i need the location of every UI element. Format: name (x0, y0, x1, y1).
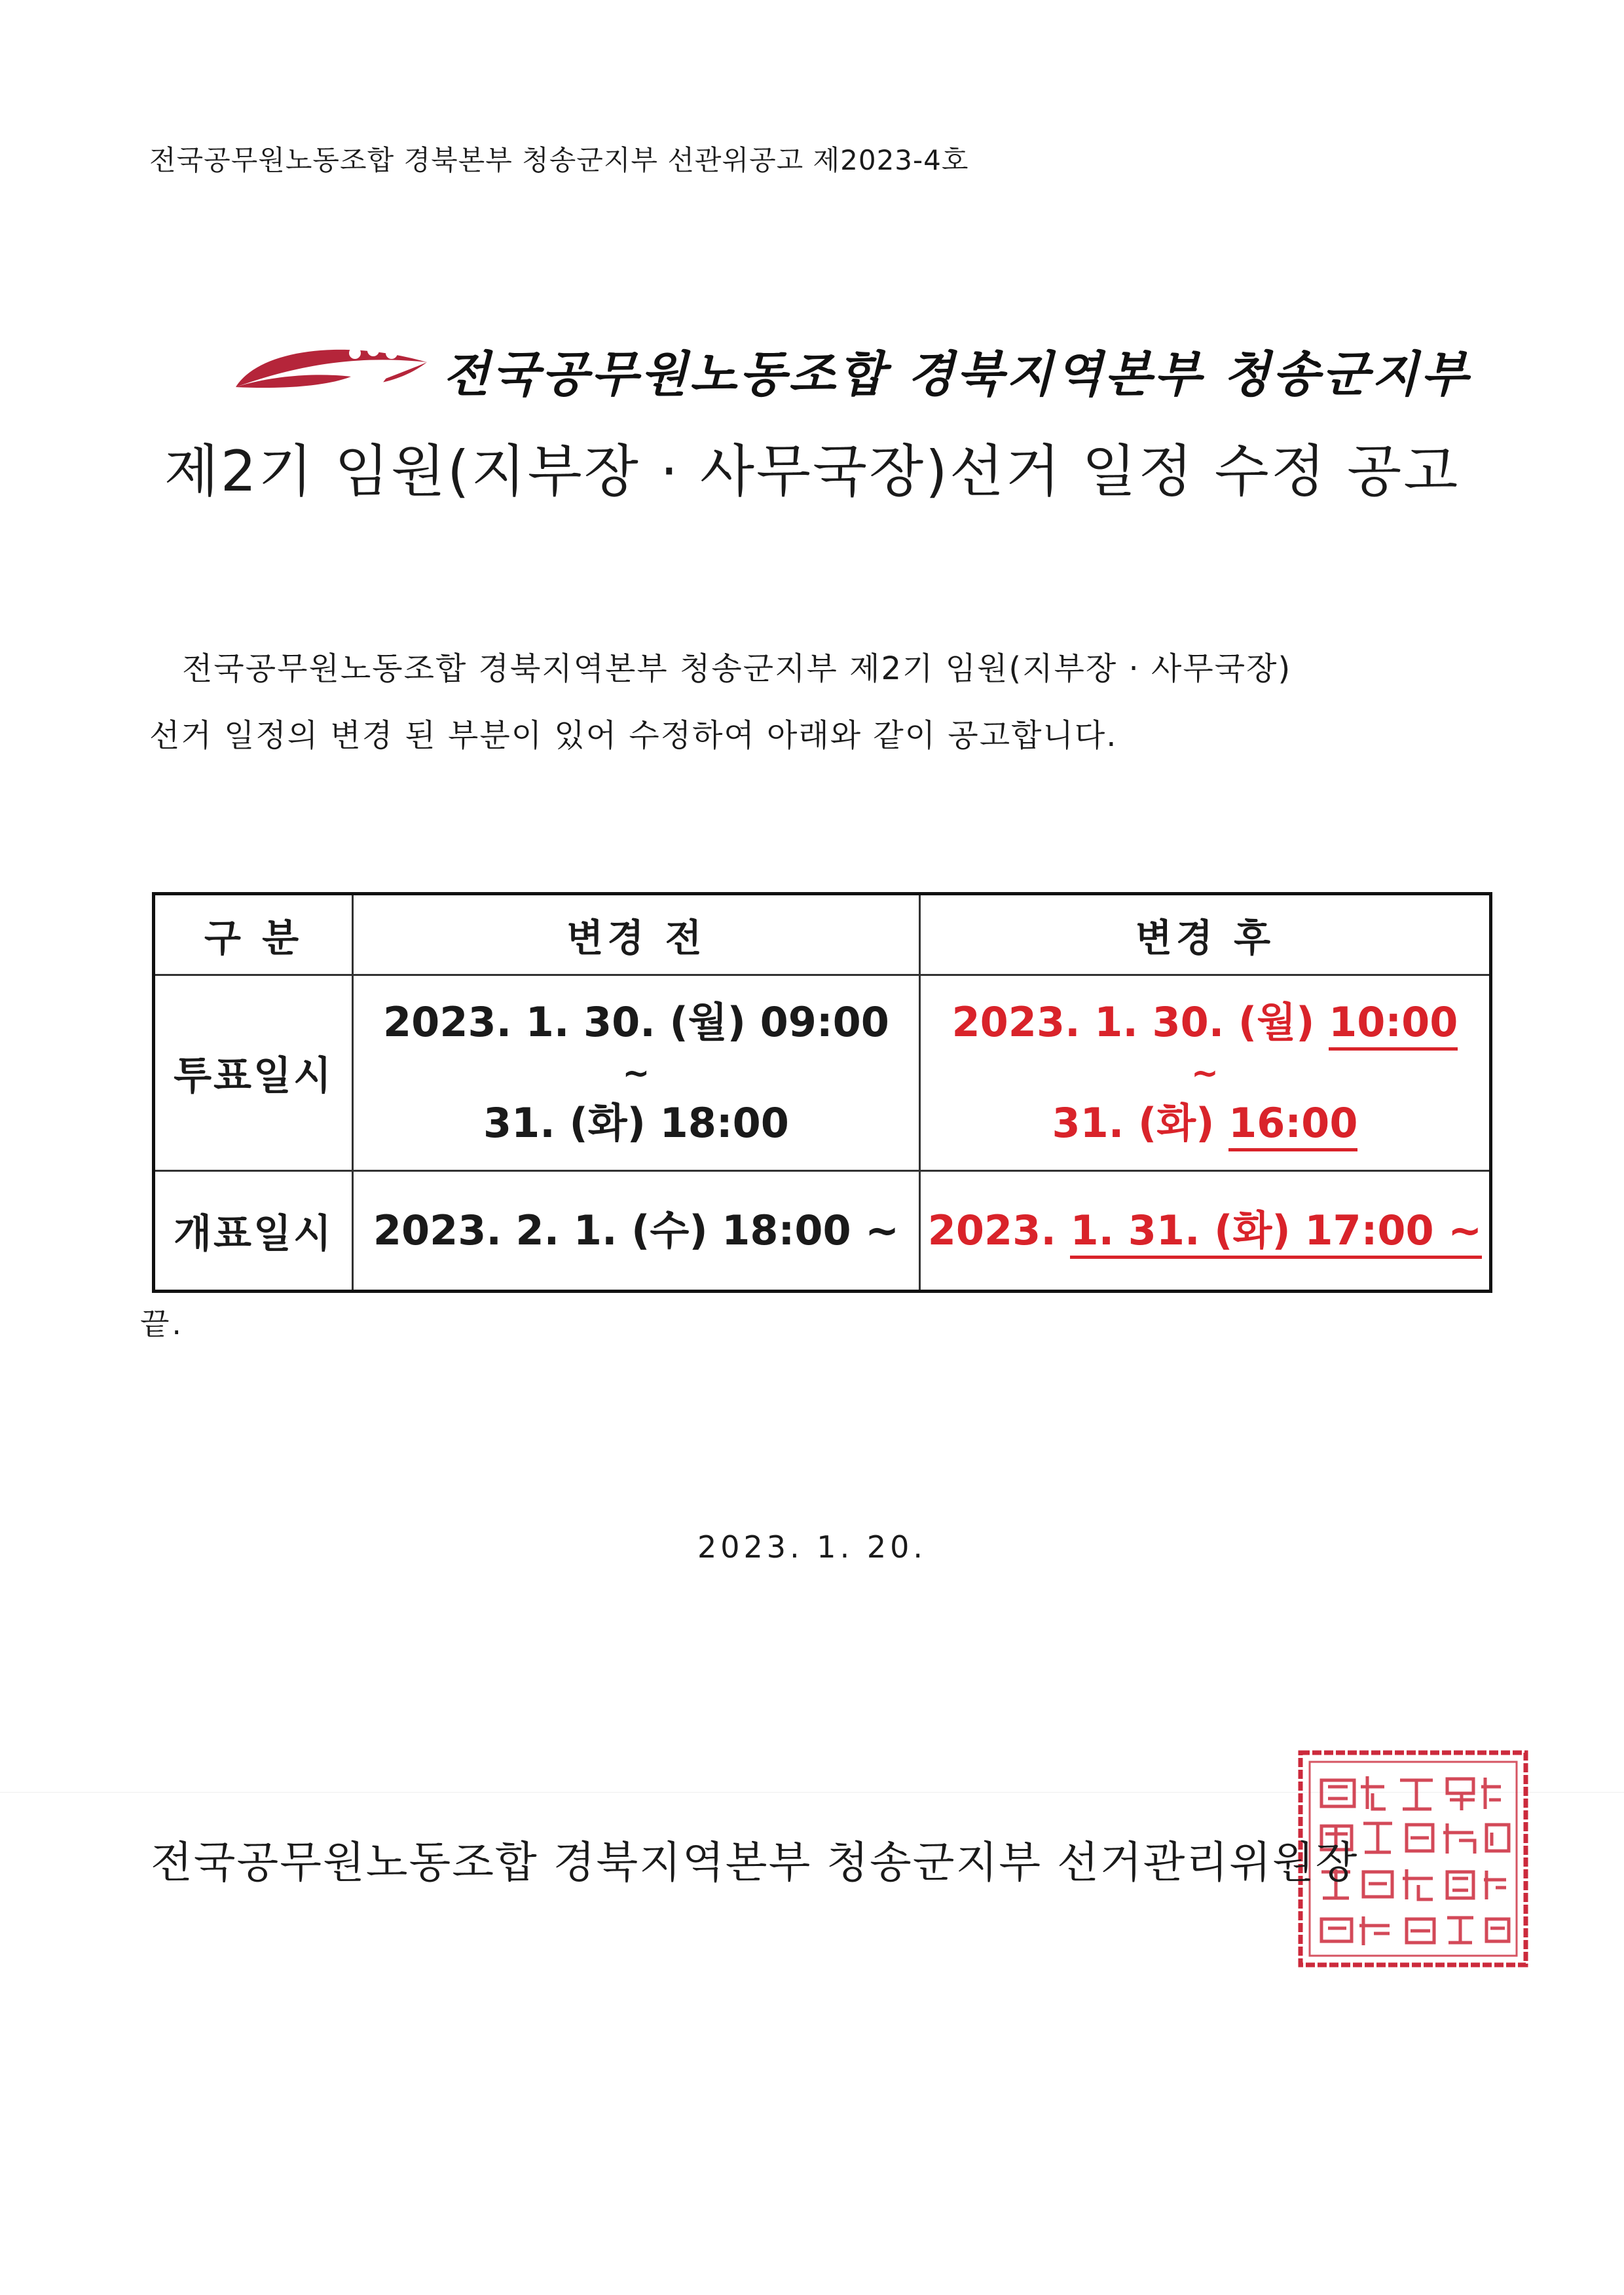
column-header-after: 변경 후 (920, 894, 1491, 975)
row-label-counting: 개표일시 (154, 1171, 353, 1292)
announcement-body (149, 635, 1485, 769)
voting-before-start: 2023. 1. 30. (월) 09:00 (383, 998, 889, 1046)
signature-line: 전국공무원노동조합 경북지역본부 청송군지부 선거관리위원장 (151, 1837, 1359, 1888)
counting-before-value: 2023. 2. 1. (수) 18:00 ~ (373, 1206, 900, 1254)
union-logo-header (233, 331, 1471, 409)
end-mark: 끝. (140, 1306, 185, 1341)
document-number: 전국공무원노동조합 경북본부 청송군지부 선관위공고 제2023-4호 (149, 144, 969, 176)
union-logo-icon (233, 336, 430, 401)
schedule-change-table (152, 892, 1492, 1293)
organization-name-script: 전국공무원노동조합 경북지역본부 청송군지부 (443, 346, 1471, 403)
voting-after-cell (920, 975, 1491, 1171)
column-header-before: 변경 전 (353, 894, 920, 975)
voting-after-start-date: 2023. 1. 30. (월) (951, 998, 1315, 1046)
table-row-voting (154, 975, 1491, 1171)
voting-after-end-time: 16:00 (1228, 1099, 1357, 1151)
page-title: 제2기 임원(지부장 · 사무국장)선거 일정 수정 공고 (164, 439, 1460, 504)
body-line-2: 선거 일정의 변경 된 부분이 있어 수정하여 아래와 같이 공고합니다. (149, 717, 1118, 754)
counting-after-date: 1. 31. (화) 17:00 ~ (1070, 1206, 1482, 1259)
voting-before-cell (353, 975, 920, 1171)
body-line-1: 전국공무원노동조합 경북지역본부 청송군지부 제2기 임원(지부장 · 사무국장) (182, 650, 1292, 687)
announcement-date: 2023. 1. 20. (697, 1529, 927, 1565)
table-row-counting (154, 1171, 1491, 1292)
voting-after-end-date: 31. (화) (1052, 1099, 1215, 1147)
counting-after-cell (920, 1171, 1491, 1292)
table-header-row (154, 894, 1491, 975)
column-header-category: 구 분 (154, 894, 353, 975)
row-label-voting: 투표일시 (154, 975, 353, 1171)
voting-before-end: 31. (화) 18:00 (483, 1099, 789, 1147)
counting-before-cell (353, 1171, 920, 1292)
counting-after-year: 2023. (927, 1206, 1056, 1254)
voting-after-separator: ~ (1191, 1054, 1219, 1092)
voting-before-separator: ~ (622, 1054, 650, 1092)
voting-after-start-time: 10:00 (1329, 998, 1458, 1051)
